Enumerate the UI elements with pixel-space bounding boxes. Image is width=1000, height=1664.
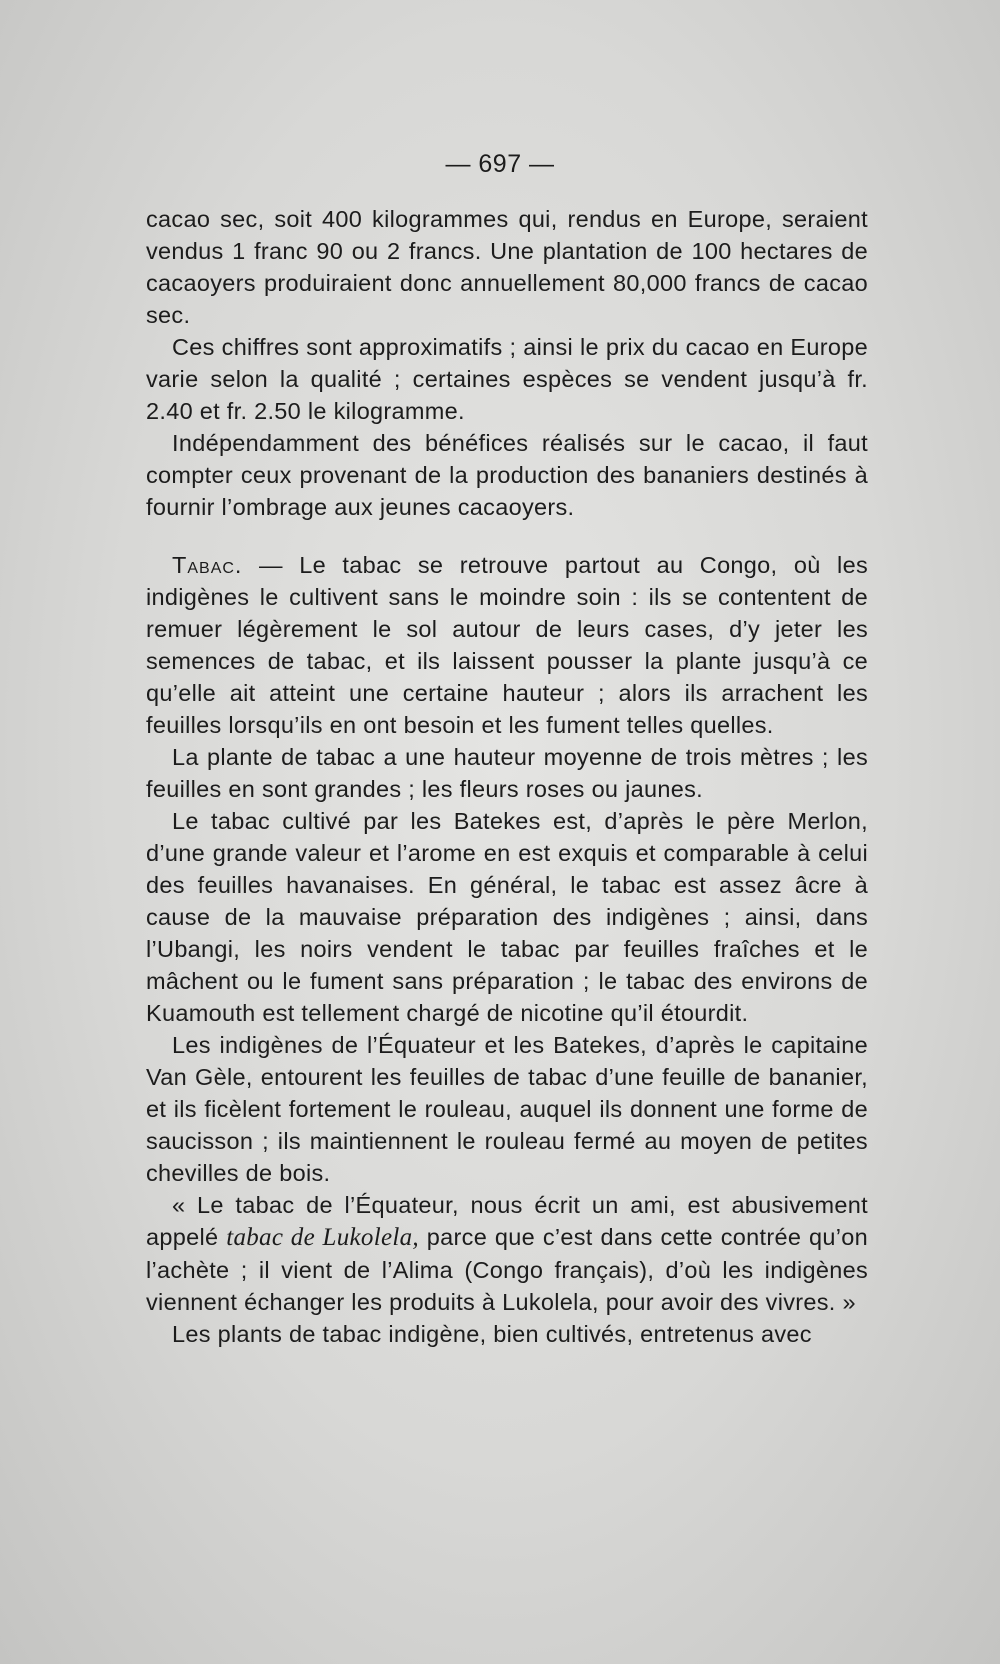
quote-italic: tabac de Lukolela, bbox=[226, 1224, 419, 1251]
tabac-intro-text: — Le tabac se retrouve partout au Congo, où les indigènes le cultivent sans le moindre soin : ils se contentent de remuer légèrement le sol autour de leurs cases, d’y jeter les semences de tabac, et ils laissent pousser la plante jusqu’à ce qu’elle ait atteint une certaine hauteur ; alors ils arrachent les feuilles lorsqu’ils en ont besoin et les fument telles quelles. bbox=[146, 552, 868, 738]
paragraph-plante: La plante de tabac a une hauteur moyenne de trois mètres ; les feuilles en sont grandes ; les fleurs roses ou jaunes. bbox=[146, 744, 868, 802]
paragraph-plants: Les plants de tabac indigène, bien cultivés, entretenus avec bbox=[172, 1321, 812, 1347]
paragraph-equateur: Les indigènes de l’Équateur et les Batekes, d’après le capitaine Van Gèle, entourent les feuilles de tabac d’une feuille de bananier, et ils ficèlent fortement le rouleau, auquel ils donnent une forme de saucisson ; ils maintiennent le rouleau fermé au moyen de petites chevilles de bois. bbox=[146, 1032, 868, 1186]
paragraph-tabac bbox=[146, 549, 868, 741]
page-number: — 697 — bbox=[445, 150, 555, 178]
paragraph-cacao-yield: cacao sec, soit 400 kilogrammes qui, rendus en Europe, seraient vendus 1 franc 90 ou 2 francs. Une plantation de 100 hectares de cacaoyers produiraient donc annuellement 80,000 francs de cacao sec. bbox=[146, 206, 868, 328]
body-text bbox=[146, 203, 868, 1350]
paragraph-price: Ces chiffres sont approximatifs ; ainsi le prix du cacao en Europe varie selon la qualité ; certaines espèces se vendent jusqu’à fr. 2.40 et fr. 2.50 le kilogramme. bbox=[146, 334, 868, 424]
quote-part-1: « Le tabac de l’Équateur, nous écrit un ami, est abusivement appelé bbox=[146, 1192, 868, 1250]
paragraph-batekes: Le tabac cultivé par les Batekes est, d’après le père Merlon, d’une grande valeur et l’arome en est exquis et comparable à celui des feuilles havanaises. En général, le tabac est assez âcre à cause de la mauvaise préparation des indigènes ; ainsi, dans l’Ubangi, les noirs vendent le tabac par feuilles fraîches et le mâchent ou le fument sans préparation ; le tabac des environs de Kuamouth est tellement chargé de nicotine qu’il étourdit. bbox=[146, 808, 868, 1026]
paragraph-quote bbox=[146, 1189, 868, 1318]
section-heading-tabac: Tabac. bbox=[172, 552, 243, 578]
paragraph-bananiers: Indépendamment des bénéfices réalisés sur le cacao, il faut compter ceux provenant de la production des bananiers destinés à fournir l’ombrage aux jeunes cacaoyers. bbox=[146, 430, 868, 520]
quote-part-2: parce que c’est dans cette contrée qu’on l’achète ; il vient de l’Alima (Congo français), d’où les indigènes viennent échanger les produits à Lukolela, pour avoir des vivres. » bbox=[146, 1224, 869, 1315]
